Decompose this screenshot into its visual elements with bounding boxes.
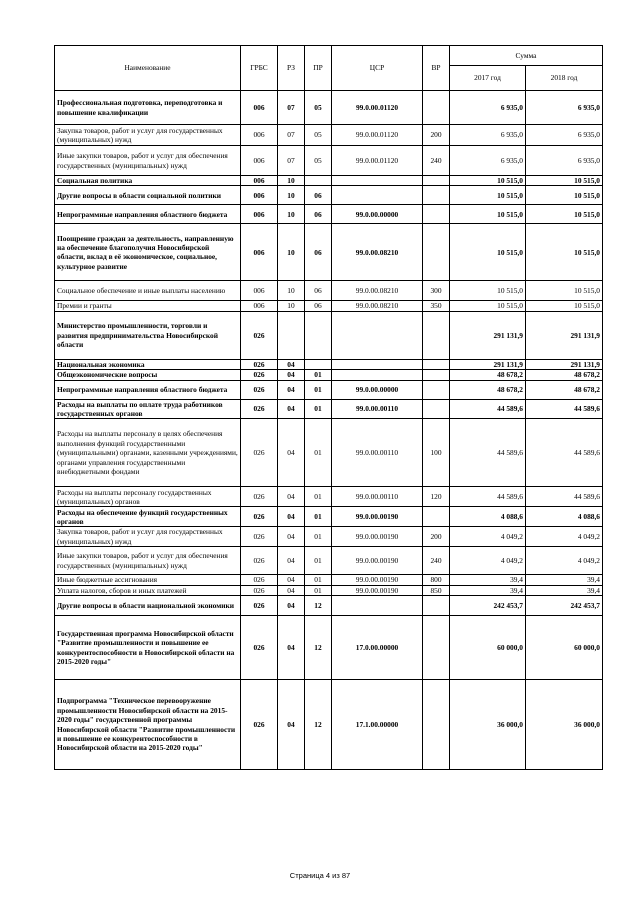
row-grbs: 026 xyxy=(241,419,278,487)
row-sum-2017: 4 049,2 xyxy=(450,527,526,547)
row-sum-2017: 44 589,6 xyxy=(450,399,526,419)
row-name: Другие вопросы в области социальной политики xyxy=(55,186,241,205)
table-row xyxy=(55,616,603,680)
row-sum-2017: 6 935,0 xyxy=(450,146,526,176)
budget-table xyxy=(54,45,603,770)
table-row xyxy=(55,575,603,585)
row-name: Профессиональная подготовка, переподготовка и повышение квалификации xyxy=(55,91,241,125)
row-rz: 04 xyxy=(278,616,305,680)
header-rz: РЗ xyxy=(278,46,305,91)
row-sum-2017: 10 515,0 xyxy=(450,224,526,281)
row-vr: 100 xyxy=(423,419,450,487)
row-grbs: 026 xyxy=(241,487,278,507)
row-grbs: 026 xyxy=(241,507,278,527)
table-row xyxy=(55,91,603,125)
table-row xyxy=(55,205,603,224)
row-vr: 200 xyxy=(423,125,450,146)
row-csr: 99.0.00.00190 xyxy=(332,575,423,585)
row-sum-2018: 48 678,2 xyxy=(526,380,603,399)
row-rz: 04 xyxy=(278,507,305,527)
row-grbs: 026 xyxy=(241,596,278,616)
row-name: Непрограммные направления областного бюджета xyxy=(55,205,241,224)
row-sum-2018: 39,4 xyxy=(526,585,603,595)
row-pr xyxy=(305,176,332,186)
row-sum-2018: 10 515,0 xyxy=(526,176,603,186)
row-csr xyxy=(332,311,423,359)
row-grbs: 026 xyxy=(241,616,278,680)
table-row xyxy=(55,370,603,380)
row-vr xyxy=(423,370,450,380)
row-sum-2018: 60 000,0 xyxy=(526,616,603,680)
row-name: Иные закупки товаров, работ и услуг для обеспечения государственных (муниципальных) нужд xyxy=(55,146,241,176)
row-pr xyxy=(305,359,332,369)
header-grbs: ГРБС xyxy=(241,46,278,91)
row-pr: 06 xyxy=(305,281,332,301)
row-sum-2018: 10 515,0 xyxy=(526,301,603,311)
row-vr: 800 xyxy=(423,575,450,585)
row-rz: 04 xyxy=(278,575,305,585)
row-grbs: 026 xyxy=(241,311,278,359)
row-pr: 01 xyxy=(305,527,332,547)
row-vr xyxy=(423,205,450,224)
row-rz: 04 xyxy=(278,380,305,399)
row-sum-2018: 6 935,0 xyxy=(526,125,603,146)
row-sum-2018: 242 453,7 xyxy=(526,596,603,616)
row-sum-2017: 10 515,0 xyxy=(450,301,526,311)
table-row xyxy=(55,547,603,575)
row-sum-2017: 6 935,0 xyxy=(450,125,526,146)
row-sum-2018: 4 088,6 xyxy=(526,507,603,527)
row-pr: 01 xyxy=(305,547,332,575)
row-grbs: 026 xyxy=(241,585,278,595)
row-grbs: 026 xyxy=(241,527,278,547)
row-pr: 06 xyxy=(305,205,332,224)
row-csr: 99.0.00.01120 xyxy=(332,91,423,125)
row-grbs: 006 xyxy=(241,205,278,224)
row-pr: 01 xyxy=(305,507,332,527)
row-sum-2017: 39,4 xyxy=(450,575,526,585)
row-grbs: 006 xyxy=(241,186,278,205)
table-row xyxy=(55,527,603,547)
row-name: Закупка товаров, работ и услуг для государственных (муниципальных) нужд xyxy=(55,527,241,547)
row-sum-2018: 4 049,2 xyxy=(526,547,603,575)
row-name: Уплата налогов, сборов и иных платежей xyxy=(55,585,241,595)
row-rz: 04 xyxy=(278,399,305,419)
row-name: Национальная экономика xyxy=(55,359,241,369)
header-name: Наименование xyxy=(55,46,241,91)
row-grbs: 006 xyxy=(241,301,278,311)
row-name: Другие вопросы в области национальной экономики xyxy=(55,596,241,616)
table-row xyxy=(55,359,603,369)
row-grbs: 026 xyxy=(241,399,278,419)
row-sum-2017: 10 515,0 xyxy=(450,186,526,205)
row-pr: 12 xyxy=(305,596,332,616)
row-sum-2018: 10 515,0 xyxy=(526,224,603,281)
table-row xyxy=(55,125,603,146)
row-sum-2018: 6 935,0 xyxy=(526,91,603,125)
table-row xyxy=(55,281,603,301)
row-sum-2018: 44 589,6 xyxy=(526,487,603,507)
row-sum-2017: 4 049,2 xyxy=(450,547,526,575)
row-sum-2018: 44 589,6 xyxy=(526,419,603,487)
row-vr xyxy=(423,224,450,281)
row-name: Социальная политика xyxy=(55,176,241,186)
row-grbs: 026 xyxy=(241,575,278,585)
row-csr: 99.0.00.00190 xyxy=(332,527,423,547)
row-csr: 99.0.00.00190 xyxy=(332,547,423,575)
table-row xyxy=(55,596,603,616)
row-sum-2017: 10 515,0 xyxy=(450,205,526,224)
row-grbs: 026 xyxy=(241,547,278,575)
row-csr xyxy=(332,370,423,380)
row-name: Премии и гранты xyxy=(55,301,241,311)
row-vr: 120 xyxy=(423,487,450,507)
table-row xyxy=(55,311,603,359)
row-csr xyxy=(332,186,423,205)
row-rz: 04 xyxy=(278,527,305,547)
row-sum-2017: 10 515,0 xyxy=(450,281,526,301)
header-vr: ВР xyxy=(423,46,450,91)
row-rz xyxy=(278,311,305,359)
table-row xyxy=(55,301,603,311)
row-sum-2018: 10 515,0 xyxy=(526,205,603,224)
table-row xyxy=(55,507,603,527)
row-rz: 04 xyxy=(278,547,305,575)
row-csr: 99.0.00.01120 xyxy=(332,125,423,146)
row-vr xyxy=(423,91,450,125)
row-rz: 10 xyxy=(278,186,305,205)
row-name: Общеэкономические вопросы xyxy=(55,370,241,380)
row-vr xyxy=(423,616,450,680)
table-row xyxy=(55,380,603,399)
table-row xyxy=(55,419,603,487)
row-name: Расходы на выплаты персоналу государственных (муниципальных) органов xyxy=(55,487,241,507)
page-number: Страница 4 из 87 xyxy=(289,871,351,880)
table-header xyxy=(55,46,603,91)
row-pr: 06 xyxy=(305,224,332,281)
header-csr: ЦСР xyxy=(332,46,423,91)
row-pr: 01 xyxy=(305,487,332,507)
row-sum-2017: 48 678,2 xyxy=(450,380,526,399)
row-csr: 17.1.00.00000 xyxy=(332,680,423,770)
row-rz: 10 xyxy=(278,176,305,186)
row-sum-2018: 291 131,9 xyxy=(526,311,603,359)
row-grbs: 026 xyxy=(241,359,278,369)
header-sum: Сумма xyxy=(450,46,603,66)
row-pr: 05 xyxy=(305,125,332,146)
row-vr: 200 xyxy=(423,527,450,547)
row-rz: 04 xyxy=(278,487,305,507)
row-csr: 99.0.00.00110 xyxy=(332,399,423,419)
row-grbs: 026 xyxy=(241,680,278,770)
row-sum-2018: 36 000,0 xyxy=(526,680,603,770)
row-vr xyxy=(423,359,450,369)
row-csr: 17.0.00.00000 xyxy=(332,616,423,680)
header-pr: ПР xyxy=(305,46,332,91)
row-csr: 99.0.00.01120 xyxy=(332,146,423,176)
row-sum-2017: 10 515,0 xyxy=(450,176,526,186)
row-sum-2017: 242 453,7 xyxy=(450,596,526,616)
row-rz: 04 xyxy=(278,596,305,616)
row-rz: 04 xyxy=(278,585,305,595)
row-rz: 10 xyxy=(278,301,305,311)
row-vr: 240 xyxy=(423,146,450,176)
row-csr: 99.0.00.00000 xyxy=(332,380,423,399)
row-pr: 06 xyxy=(305,301,332,311)
header-year-2018: 2018 год xyxy=(526,66,603,91)
row-rz: 07 xyxy=(278,146,305,176)
table-row xyxy=(55,585,603,595)
row-grbs: 006 xyxy=(241,91,278,125)
row-csr: 99.0.00.00190 xyxy=(332,585,423,595)
row-grbs: 026 xyxy=(241,380,278,399)
table-body xyxy=(55,91,603,770)
row-csr xyxy=(332,359,423,369)
row-sum-2018: 6 935,0 xyxy=(526,146,603,176)
row-grbs: 006 xyxy=(241,176,278,186)
row-sum-2017: 36 000,0 xyxy=(450,680,526,770)
row-sum-2017: 6 935,0 xyxy=(450,91,526,125)
row-csr: 99.0.00.08210 xyxy=(332,224,423,281)
row-pr: 01 xyxy=(305,399,332,419)
header-year-2017: 2017 год xyxy=(450,66,526,91)
row-name: Подпрограмма "Техническое перевооружение промышленности Новосибирской области на 2015-2020 годы" государственной программы Новосибирской области "Развитие промышленности и повышение ее конкурентоспособности в Новосибирской области на 2015-2020 годы" xyxy=(55,680,241,770)
row-rz: 04 xyxy=(278,680,305,770)
table-row xyxy=(55,487,603,507)
row-sum-2017: 4 088,6 xyxy=(450,507,526,527)
table-row xyxy=(55,680,603,770)
row-sum-2018: 10 515,0 xyxy=(526,186,603,205)
row-name: Поощрение граждан за деятельность, направленную на обеспечение благополучия Новосибирской области, вклад в её экономическое, социальное, культурное развитие xyxy=(55,224,241,281)
row-name: Иные закупки товаров, работ и услуг для обеспечения государственных (муниципальных) нужд xyxy=(55,547,241,575)
row-csr xyxy=(332,176,423,186)
row-sum-2018: 44 589,6 xyxy=(526,399,603,419)
table-row xyxy=(55,224,603,281)
row-pr: 12 xyxy=(305,616,332,680)
row-vr xyxy=(423,380,450,399)
table-row xyxy=(55,176,603,186)
row-csr xyxy=(332,596,423,616)
row-csr: 99.0.00.08210 xyxy=(332,301,423,311)
row-pr: 01 xyxy=(305,575,332,585)
row-grbs: 006 xyxy=(241,125,278,146)
row-rz: 04 xyxy=(278,359,305,369)
row-rz: 07 xyxy=(278,91,305,125)
row-name: Министерство промышленности, торговли и развития предпринимательства Новосибирской области xyxy=(55,311,241,359)
row-vr: 300 xyxy=(423,281,450,301)
row-name: Непрограммные направления областного бюджета xyxy=(55,380,241,399)
row-vr xyxy=(423,311,450,359)
row-vr xyxy=(423,399,450,419)
row-name: Государственная программа Новосибирской области "Развитие промышленности и повышение ее конкурентоспособности в Новосибирской области на 2015-2020 годы" xyxy=(55,616,241,680)
row-csr: 99.0.00.08210 xyxy=(332,281,423,301)
row-name: Социальное обеспечение и иные выплаты населению xyxy=(55,281,241,301)
row-name: Расходы на обеспечение функций государственных органов xyxy=(55,507,241,527)
row-vr: 850 xyxy=(423,585,450,595)
row-sum-2018: 48 678,2 xyxy=(526,370,603,380)
row-csr: 99.0.00.00110 xyxy=(332,419,423,487)
row-csr: 99.0.00.00190 xyxy=(332,507,423,527)
row-vr xyxy=(423,186,450,205)
row-vr xyxy=(423,596,450,616)
row-grbs: 006 xyxy=(241,146,278,176)
row-name: Иные бюджетные ассигнования xyxy=(55,575,241,585)
row-sum-2017: 291 131,9 xyxy=(450,359,526,369)
row-sum-2017: 60 000,0 xyxy=(450,616,526,680)
row-sum-2018: 39,4 xyxy=(526,575,603,585)
row-pr: 05 xyxy=(305,146,332,176)
row-sum-2017: 291 131,9 xyxy=(450,311,526,359)
row-rz: 10 xyxy=(278,281,305,301)
row-pr: 01 xyxy=(305,585,332,595)
row-vr xyxy=(423,176,450,186)
row-vr xyxy=(423,680,450,770)
row-rz: 04 xyxy=(278,370,305,380)
row-pr: 05 xyxy=(305,91,332,125)
row-rz: 07 xyxy=(278,125,305,146)
row-pr: 01 xyxy=(305,380,332,399)
row-rz: 10 xyxy=(278,205,305,224)
row-sum-2018: 4 049,2 xyxy=(526,527,603,547)
table-row xyxy=(55,186,603,205)
row-grbs: 026 xyxy=(241,370,278,380)
row-sum-2018: 291 131,9 xyxy=(526,359,603,369)
row-grbs: 006 xyxy=(241,281,278,301)
row-csr: 99.0.00.00000 xyxy=(332,205,423,224)
row-sum-2017: 44 589,6 xyxy=(450,487,526,507)
row-pr: 06 xyxy=(305,186,332,205)
table-row xyxy=(55,146,603,176)
row-sum-2018: 10 515,0 xyxy=(526,281,603,301)
row-name: Закупка товаров, работ и услуг для государственных (муниципальных) нужд xyxy=(55,125,241,146)
row-sum-2017: 48 678,2 xyxy=(450,370,526,380)
row-pr: 12 xyxy=(305,680,332,770)
row-rz: 04 xyxy=(278,419,305,487)
row-sum-2017: 44 589,6 xyxy=(450,419,526,487)
row-sum-2017: 39,4 xyxy=(450,585,526,595)
table-row xyxy=(55,399,603,419)
row-rz: 10 xyxy=(278,224,305,281)
row-vr: 240 xyxy=(423,547,450,575)
row-csr: 99.0.00.00110 xyxy=(332,487,423,507)
row-grbs: 006 xyxy=(241,224,278,281)
row-name: Расходы на выплаты персоналу в целях обеспечения выполнения функций государственными (муниципальными) органами, казенными учреждениями, органами управления государственными внебюджетными фондами xyxy=(55,419,241,487)
row-pr: 01 xyxy=(305,419,332,487)
row-name: Расходы на выплаты по оплате труда работников государственных органов xyxy=(55,399,241,419)
row-vr: 350 xyxy=(423,301,450,311)
row-pr: 01 xyxy=(305,370,332,380)
row-vr xyxy=(423,507,450,527)
row-pr xyxy=(305,311,332,359)
